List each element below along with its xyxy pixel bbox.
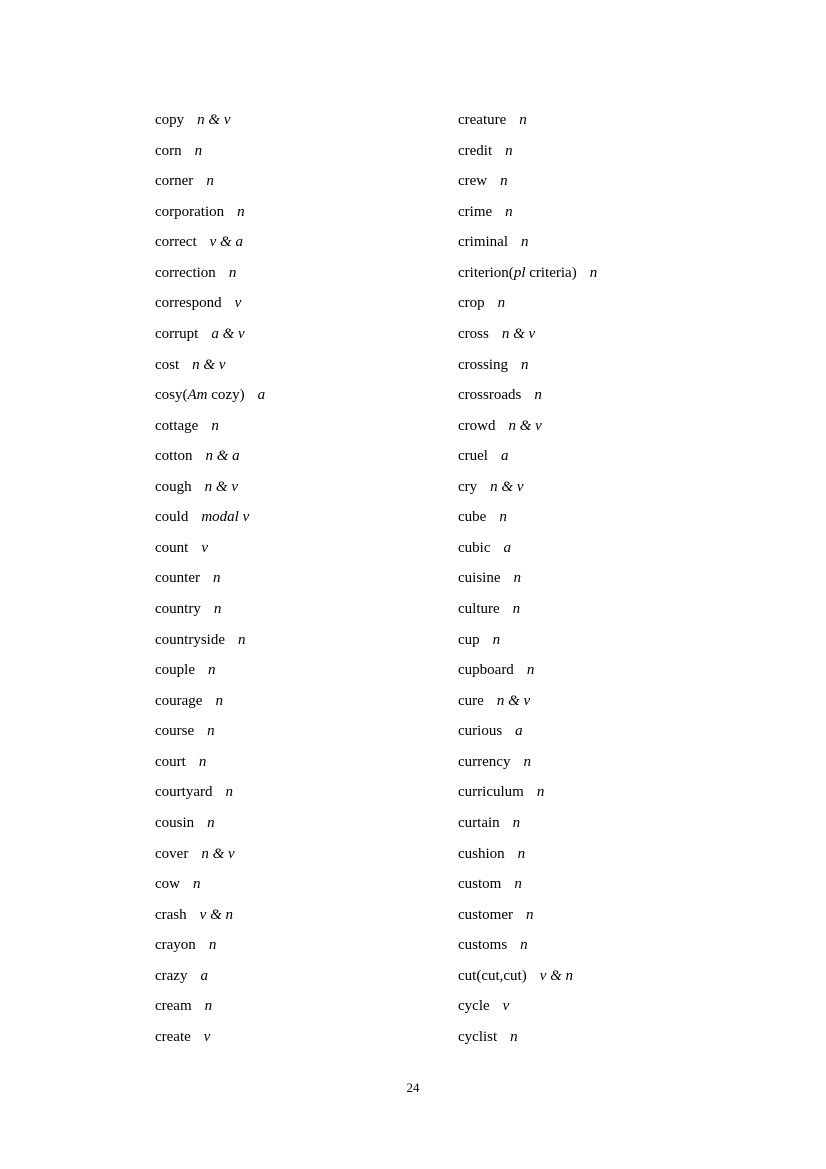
pos-tag: n [492, 631, 501, 648]
word-entry [458, 808, 597, 839]
word-entry [458, 686, 597, 717]
pos-tag: a [200, 967, 208, 984]
word-entry [155, 197, 265, 228]
word-entry [458, 991, 597, 1022]
word-text: crime [458, 203, 493, 220]
word-text: currency [458, 753, 511, 770]
word-entry [155, 900, 265, 931]
word-text: crash [155, 906, 187, 923]
word-column-left [155, 105, 265, 1052]
word-text: could [155, 509, 189, 526]
word-entry [458, 350, 597, 381]
pos-tag: n [505, 203, 513, 220]
word-entry [155, 1022, 265, 1053]
word-text: cure [458, 692, 484, 709]
pos-tag: n & v [496, 692, 531, 709]
word-entry [155, 136, 265, 167]
pos-tag: n [207, 814, 215, 831]
word-entry [458, 900, 597, 931]
pos-tag: modal v [201, 509, 250, 526]
word-entry [155, 747, 265, 778]
word-entry [458, 136, 597, 167]
pos-tag: n & v [501, 325, 536, 342]
pos-tag: n [521, 356, 529, 373]
word-text: correspond [155, 295, 222, 312]
word-text: cost [155, 356, 180, 373]
word-text: culture [458, 601, 500, 617]
word-column-right [458, 105, 597, 1052]
word-text: cyclist [458, 1028, 498, 1045]
word-entry [155, 533, 265, 564]
word-entry [458, 777, 597, 808]
pos-tag: n [525, 906, 534, 923]
word-text: cousin [155, 814, 195, 831]
page-number: 24 [406, 1080, 420, 1095]
word-entry [458, 625, 597, 656]
pos-tag: n [499, 509, 507, 526]
word-entry [458, 961, 597, 992]
word-entry [458, 166, 597, 197]
pos-tag: n [536, 784, 545, 801]
word-text: cry [458, 478, 478, 495]
word-entry [458, 563, 597, 594]
word-entry [458, 227, 597, 258]
word-entry [155, 105, 265, 136]
word-text: cycle [458, 998, 490, 1015]
word-entry [155, 594, 265, 625]
word-text: criminal [458, 234, 508, 251]
pos-tag: v & a [209, 234, 243, 251]
word-entry [155, 625, 265, 656]
word-text: copy [155, 112, 185, 128]
word-entry [155, 777, 265, 808]
word-text: create [155, 1028, 191, 1045]
word-entry [458, 258, 597, 289]
pos-tag: n [207, 662, 216, 679]
word-text: courtyard [155, 784, 213, 801]
word-text: correction [155, 264, 216, 281]
pos-tag: a [500, 448, 509, 465]
word-entry [155, 716, 265, 747]
word-text: cut(cut,cut) [458, 967, 527, 984]
word-text: cover [155, 845, 189, 862]
word-text: corrupt [155, 325, 199, 342]
pos-tag: n [225, 784, 233, 801]
pos-tag: n [204, 998, 213, 1015]
word-entry [155, 380, 265, 411]
word-entry [155, 411, 265, 442]
word-text: curious [458, 723, 503, 740]
word-text: crop [458, 295, 485, 312]
word-text: cushion [458, 845, 505, 862]
pos-tag: n [228, 264, 237, 281]
word-text: cruel [458, 448, 488, 465]
word-entry [458, 655, 597, 686]
pos-tag: n [514, 876, 522, 893]
word-text: counter [155, 570, 200, 587]
word-text: criterion(pl criteria) [458, 264, 577, 281]
word-entry [458, 502, 597, 533]
word-entry [155, 563, 265, 594]
word-text: cosy(Am cozy) [155, 387, 245, 404]
pos-tag: n [212, 570, 221, 587]
word-text: country [155, 601, 201, 617]
pos-tag: n [194, 142, 203, 159]
word-entry [458, 472, 597, 503]
pos-tag: n [500, 173, 508, 190]
word-entry [155, 991, 265, 1022]
pos-tag: n [534, 387, 542, 404]
word-entry [458, 716, 597, 747]
word-text: couple [155, 662, 195, 679]
pos-tag: n [517, 845, 526, 862]
word-text: crazy [155, 967, 188, 984]
pos-tag: n [237, 631, 246, 648]
pos-tag: v & n [199, 906, 233, 923]
word-entry [155, 166, 265, 197]
pos-tag: n [237, 203, 245, 220]
word-entry [155, 961, 265, 992]
word-entry [458, 869, 597, 900]
word-text: corner [155, 173, 194, 190]
pos-tag: n [512, 601, 521, 617]
pos-tag: n [520, 234, 529, 251]
pos-tag: n [213, 601, 222, 617]
pos-tag: v [502, 998, 510, 1015]
pos-tag: a [515, 723, 523, 740]
pos-tag: n [206, 173, 214, 190]
pos-tag: v [234, 295, 242, 312]
pos-tag: n [519, 112, 527, 128]
pos-tag: n [505, 142, 513, 159]
pos-tag: n & v [197, 112, 231, 128]
pos-tag: n [523, 753, 531, 770]
word-text: correct [155, 234, 197, 251]
word-entry [458, 594, 597, 625]
pos-tag: v & n [539, 967, 574, 984]
pos-tag: v [203, 1028, 211, 1045]
pos-tag: a & v [211, 325, 245, 342]
word-text: crowd [458, 417, 496, 434]
word-text: curtain [458, 814, 500, 831]
word-entry [458, 105, 597, 136]
word-entry [155, 655, 265, 686]
word-entry [155, 227, 265, 258]
word-entry [458, 441, 597, 472]
word-entry [155, 808, 265, 839]
word-text: curriculum [458, 784, 524, 801]
pos-tag: n [589, 264, 598, 281]
pos-tag: v [201, 539, 208, 556]
word-text: cream [155, 998, 192, 1015]
word-text: cow [155, 876, 180, 893]
word-entry [458, 319, 597, 350]
word-entry [458, 1022, 597, 1053]
word-entry [155, 869, 265, 900]
word-entry [155, 441, 265, 472]
pos-tag: n [211, 417, 219, 434]
word-text: count [155, 539, 189, 556]
pos-tag: a [503, 539, 511, 556]
word-text: crossroads [458, 387, 522, 404]
word-text: court [155, 753, 186, 770]
word-entry [458, 533, 597, 564]
word-entry [155, 839, 265, 870]
word-entry [155, 472, 265, 503]
pos-tag: n & a [205, 448, 240, 465]
word-entry [155, 319, 265, 350]
pos-tag: n [193, 876, 201, 893]
word-text: countryside [155, 631, 225, 648]
word-text: course [155, 723, 195, 740]
word-text: customs [458, 937, 508, 954]
word-text: cottage [155, 417, 199, 434]
pos-tag: n & v [508, 417, 542, 434]
pos-tag: n & v [192, 356, 226, 373]
word-text: cross [458, 325, 489, 342]
word-text: cupboard [458, 662, 514, 679]
pos-tag: n [512, 814, 521, 831]
word-text: credit [458, 142, 493, 159]
word-text: corn [155, 142, 182, 159]
pos-tag: n [513, 570, 521, 587]
word-text: crew [458, 173, 488, 190]
word-entry [155, 686, 265, 717]
word-entry [155, 258, 265, 289]
word-text: creature [458, 112, 507, 128]
word-text: crossing [458, 356, 508, 373]
word-text: courage [155, 692, 203, 709]
pos-tag: n [215, 692, 223, 709]
word-text: cube [458, 509, 487, 526]
pos-tag: n [208, 937, 217, 954]
word-entry [458, 411, 597, 442]
word-text: cuisine [458, 570, 501, 587]
word-text: corporation [155, 203, 225, 220]
pos-tag: a [257, 387, 266, 404]
word-text: cough [155, 478, 192, 495]
pos-tag: n [520, 937, 528, 954]
word-entry [458, 380, 597, 411]
word-entry [155, 288, 265, 319]
word-text: cubic [458, 539, 491, 556]
pos-tag: n & v [204, 478, 238, 495]
word-text: custom [458, 876, 502, 893]
word-entry [458, 839, 597, 870]
pos-tag: n [510, 1028, 518, 1045]
word-entry [155, 350, 265, 381]
word-entry [458, 197, 597, 228]
pos-tag: n [198, 753, 207, 770]
word-text: cotton [155, 448, 193, 465]
word-entry [155, 930, 265, 961]
pos-tag: n [526, 662, 535, 679]
word-entry [458, 930, 597, 961]
word-text: customer [458, 906, 513, 923]
pos-tag: n & v [201, 845, 235, 862]
word-entry [155, 502, 265, 533]
word-entry [458, 288, 597, 319]
pos-tag: n [497, 295, 506, 312]
pos-tag: n [207, 723, 215, 740]
word-text: cup [458, 631, 480, 648]
word-text: crayon [155, 937, 196, 954]
word-entry [458, 747, 597, 778]
pos-tag: n & v [490, 478, 524, 495]
